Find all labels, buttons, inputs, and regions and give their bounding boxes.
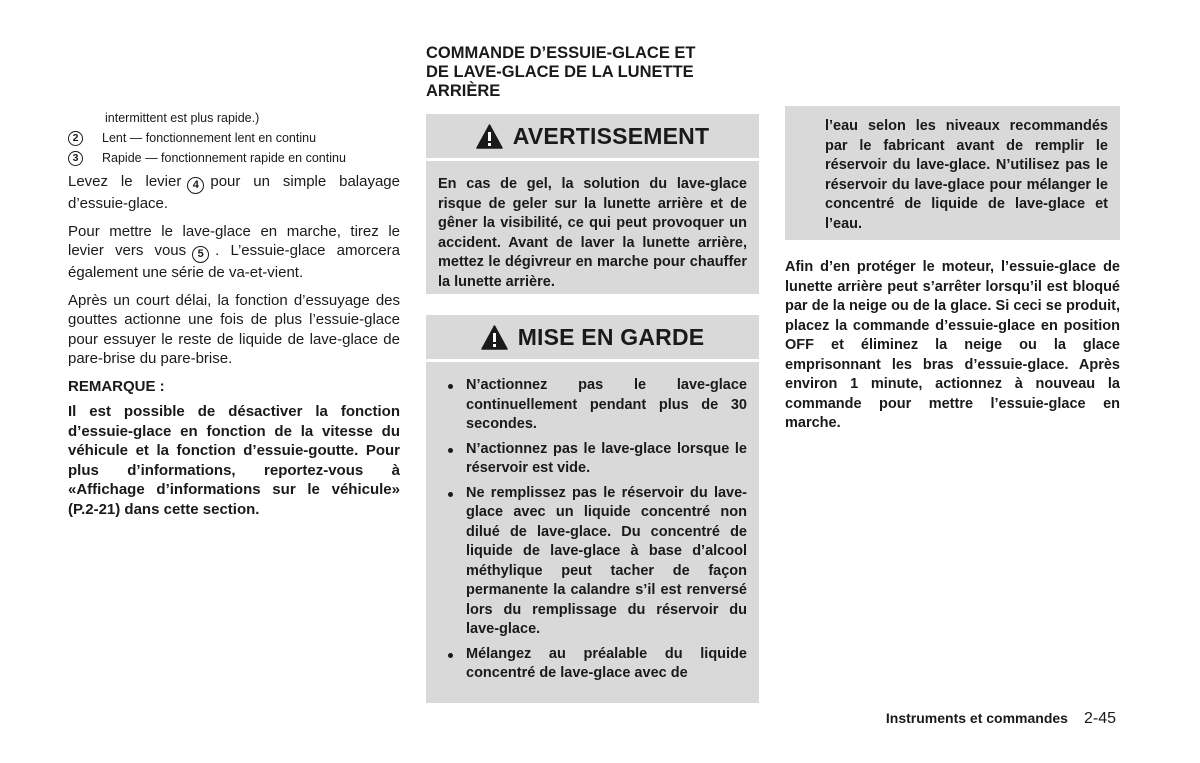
remarque-label: REMARQUE : — [68, 377, 165, 395]
section-title: COMMANDE D’ESSUIE-GLACE ET DE LAVE-GLACE DE LA LUNETTE ARRIÈRE — [426, 44, 696, 100]
warning-triangle-icon — [476, 124, 503, 149]
footer-section-name: Instruments et commandes — [885, 710, 1068, 726]
caution-continuation-text: l’eau selon les niveaux recommandés par le fabricant avant de remplir le réservoir du lave-glace. N’utilisez pas le réservoir du lave-glace pour mélanger le concentré de liquide de lave-glace et l’eau. — [825, 118, 1108, 232]
intermittent-tail: intermittent est plus rapide.) — [105, 111, 260, 125]
right-column — [785, 106, 1120, 434]
paragraph-single-wipe: Levez le levier 4 pour un simple balayage d’essuie-glace. — [68, 173, 400, 212]
remarque-text: Il est possible de désactiver la fonction d’essuie-glace en fonction de la vitesse du véhicule et la fonction d’essuie-goutte. Pour plus d’informations, reportez-vous à «Affichage d’informations sur le véhicule» (P.2-21) dans cette section. — [68, 403, 400, 518]
warning-box — [426, 114, 759, 294]
caution-title: MISE EN GARDE — [517, 323, 705, 350]
caution-box — [426, 315, 759, 703]
list-item-slow — [68, 128, 400, 148]
paragraph-drip-wipe: Après un court délai, la fonction d’essuyage des gouttes actionne une fois de plus l’essuie-glace pour essuyer le reste de liquide de lave-glace de pare-brise du pare-brise. — [68, 291, 400, 367]
list-item-text: Rapide — fonctionnement rapide en continu — [102, 151, 346, 165]
warning-triangle-icon — [481, 325, 508, 350]
warning-title: AVERTISSEMENT — [512, 122, 710, 149]
caution-continuation-box — [785, 106, 1120, 240]
circled-number-3: 3 — [68, 151, 83, 166]
middle-column — [426, 44, 759, 703]
warning-header — [426, 114, 759, 161]
caution-header — [426, 315, 759, 362]
list-item-text: Lent — fonctionnement lent en continu — [102, 131, 317, 145]
list-item: Ne remplissez pas le réservoir du lave-glace avec un liquide concentré non dilué de lave-glace. Du concentré de liquide de lave-glace à base d’alcool méthylique peut tacher de façon permanente la calandre s’il est renversé lors du remplissage du réservoir du lave-glace. — [438, 484, 747, 640]
list-item-fast — [68, 148, 400, 168]
caution-body — [426, 362, 759, 699]
paragraph-motor-protection: Afin d’en protéger le moteur, l’essuie-glace de lunette arrière peut s’arrêter lorsqu’il est bloqué par de la neige ou de la glace. Si ceci se produit, placez la commande d’essuie-glace en position OFF et éliminez la neige ou la glace emprisonnant les bras d’essuie-glace. Après environ 1 minute, actionnez à nouveau la commande pour mettre l’essuie-glace en marche. — [785, 259, 1120, 431]
circled-number-2: 2 — [68, 131, 83, 146]
circled-number-5: 5 — [192, 246, 209, 263]
left-column — [68, 108, 400, 519]
list-item: Mélangez au préalable du liquide concentré de lave-glace avec de — [438, 645, 747, 684]
page-number: 2-45 — [1083, 710, 1116, 727]
caution-bullet-list — [438, 376, 747, 684]
circled-number-4: 4 — [187, 177, 204, 194]
page-footer — [886, 710, 1116, 728]
paragraph-washer: Pour mettre le lave-glace en marche, tirez le levier vers vous 5 . L’essuie-glace amorcera également une série de va-et-vient. — [68, 222, 400, 281]
list-item: N’actionnez pas le lave-glace continuellement pendant plus de 30 secondes. — [438, 376, 747, 435]
warning-text: En cas de gel, la solution du lave-glace risque de geler sur la lunette arrière et de gêner la visibilité, ce qui peut provoquer un accident. Avant de laver la lunette arrière, mettez le dégivreur en marche pour chauffer la lunette arrière. — [438, 176, 747, 290]
list-item: N’actionnez pas le lave-glace lorsque le réservoir est vide. — [438, 440, 747, 479]
